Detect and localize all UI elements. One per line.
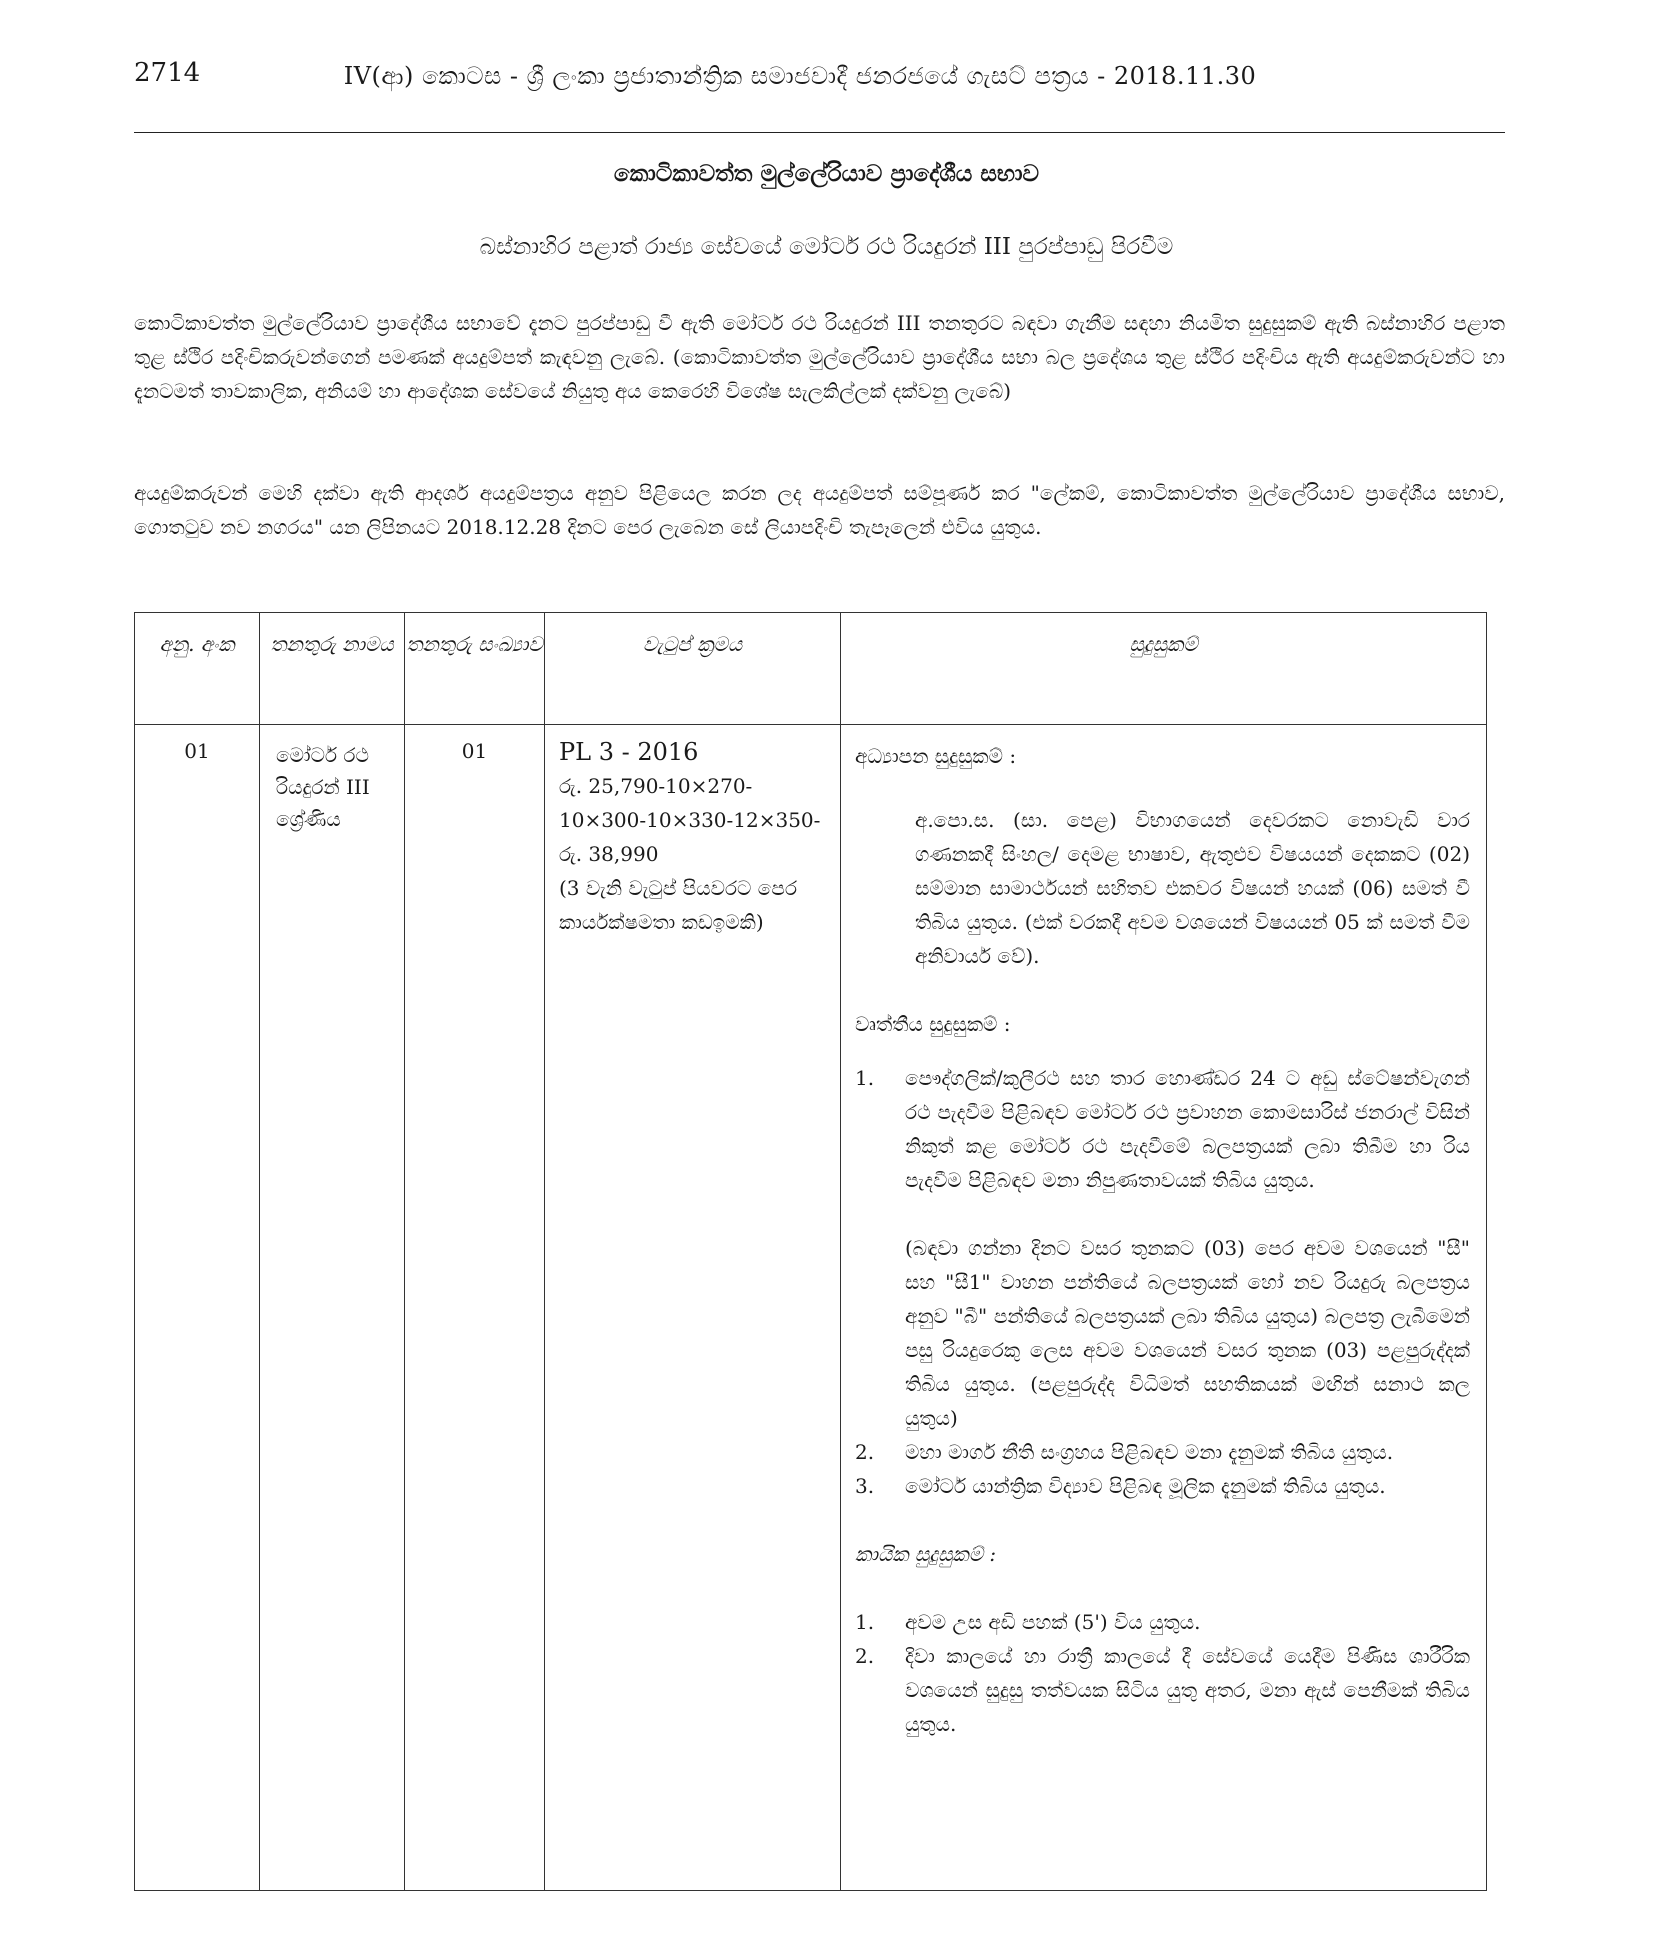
professional-note: (බඳවා ගන්නා දිනට වසර තුනකට (03) පෙර අවම වශයෙන් "සී" සහ "සී1" වාහන පන්තියේ බලපත්‍රයක් හෝ නව රියදුරු බලපත්‍රය අනුව "බී" පන්තියේ බලපත්‍රයක් ලබා තිබිය යුතුය) බලපත්‍ර ලැබීමෙන් පසු රියදුරෙකු ලෙස අවම වශයෙන් වසර තුනක (03) පළපුරුද්දක් තිබිය යුතුය. (පළපුරුද්ද විධිමත් සහතිකයක් මඟින් සනාථ කල යුතුය) (905, 1236, 1470, 1430)
header-qualifications: සුදුසුකම් (841, 613, 1487, 725)
notice-subtitle: බස්නාහිර පළාත් රාජ්‍ය සේවයේ මෝටර් රථ රියදුරන් III පුරප්පාඩු පිරවීම (479, 234, 1174, 260)
cell-post-count: 01 (405, 725, 545, 1891)
header-salary-scale: වැටුප් ක්‍රමය (545, 613, 841, 725)
header-post-name: තනතුරු නාමය (260, 613, 405, 725)
header-divider (134, 132, 1505, 133)
cell-post-name: මෝටර් රථ රියදුරන් III ශ්‍රේණිය (260, 725, 405, 1891)
professional-list (855, 1061, 1470, 1503)
header-post-count: තනතුරු සංඛ්‍යාව (405, 613, 545, 725)
notice-title: කොටිකාවත්ත මුල්ලේරියාව ප්‍රාදේශීය සභාව (613, 160, 1040, 187)
physical-heading: කායික සුදුසුකම් : (855, 1542, 997, 1566)
salary-code: PL 3 - 2016 (559, 738, 699, 766)
header-serial: අනු. අංක (135, 613, 260, 725)
vacancy-table (134, 612, 1487, 1891)
list-item: 3. මෝටර් යාන්ත්‍රික විද්‍යාව පිළිබඳ මූලික දැනුමක් තිබිය යුතුය. (855, 1474, 1386, 1498)
education-text: අ.පො.ස. (සා. පෙළ) විභාගයෙන් දෙවරකට නොවැඩි වාර ගණනකදී සිංහල/ දෙමළ භාෂාව, ඇතුළුව විෂයයන් දෙකකට (02) සම්මාන සාමාර්ථයන් සහිතව එකවර විෂයන් හයක් (06) සමත් වී තිබිය යුතුය. (එක් වරකදී අවම වශයෙන් විෂයයන් 05 ක් සමත් වීම අනිවාර්ය වේ). (915, 808, 1470, 968)
education-heading: අධ්‍යාපන සුදුසුකම් : (855, 744, 1017, 768)
notice-paragraph-1: කොටිකාවත්ත මුල්ලේරියාව ප්‍රාදේශීය සභාවේ දැනට පුරප්පාඩු වී ඇති මෝටර් රථ රියදුරන් III තනතුරට බඳවා ගැනීම සඳහා නියමිත සුදුසුකම් ඇති බස්නාහිර පළාත තුළ ස්ථිර පදිංචිකරුවන්ගෙන් පමණක් අයදුම්පත් කැඳවනු ලැබේ. (කොටිකාවත්ත මුල්ලේරියාව ප්‍රාදේශීය සභා බල ප්‍රදේශය තුළ ස්ථිර පදිංචිය ඇති අයදුම්කරුවන්ට හා දැනටමත් තාවකාලික, අනියම් හා ආදේශක සේවයේ නියුතු අය කෙරෙහි විශේෂ සැලකිල්ලක් දක්වනු ලැබේ) (134, 311, 1505, 403)
table-row (135, 725, 1487, 1891)
cell-qualifications (841, 725, 1487, 1891)
salary-detail: රු. 25,790-10×270-10×300-10×330-12×350-රු. 38,990 (559, 774, 821, 866)
list-item: 2. මහා මාර්ග නීති සංග්‍රහය පිළිබඳව මනා දැනුමක් තිබිය යුතුය. (855, 1440, 1394, 1464)
cell-serial: 01 (135, 725, 260, 1891)
notice-paragraph-2: අයදුම්කරුවන් මෙහි දක්වා ඇති ආදර්ශ අයදුම්පත්‍රය අනුව පිළියෙල කරන ලද අයදුම්පත් සම්පූර්ණ කර "ලේකම්, කොටිකාවත්ත මුල්ලේරියාව ප්‍රාදේශීය සභාව, ගොතටුව නව නගරය" යන ලිපිනයට 2018.12.28 දිනට පෙර ලැබෙන සේ ලියාපදිංචි තැපෑලෙන් එවිය යුතුය. (134, 481, 1505, 539)
list-item: 1. අවම උස අඩි පහක් (5') විය යුතුය. (855, 1610, 1201, 1634)
gazette-header: IV(ආ) කොටස - ශ්‍රී ලංකා ප්‍රජාතාන්ත්‍රික සමාජවාදී ජනරජයේ ගැසට් පත්‍රය - 2018.11.30 (343, 62, 1257, 90)
page-number: 2714 (134, 58, 201, 88)
cell-salary-scale (545, 725, 841, 1891)
physical-list (855, 1605, 1470, 1741)
list-item: 2. දිවා කාලයේ හා රාත්‍රී කාලයේ දී සේවයේ යෙදීම පිණිස ශාරීරික වශයෙන් සුදුසු තත්වයක සිටිය යුතු අතර, මනා ඇස් පෙනීමක් තිබිය යුතුය. (855, 1644, 1470, 1736)
professional-heading: වෘත්තීය සුදුසුකම් : (855, 1012, 1011, 1036)
salary-note: (3 වැනි වැටුප් පියවරට පෙර කාර්යක්ෂමතා කඩඉමකි) (559, 876, 798, 934)
table-header-row (135, 613, 1487, 725)
list-item: 1. පෞද්ගලික්/කුලීරථ සහ තාර හොණ්ඩර 24 ට අඩු ස්ටේෂන්වැගන් රථ පැදවීම පිළිබඳව මෝටර් රථ ප්‍රවාහන කොමසාරිස් ජනරාල් විසින් නිකුත් කළ මෝටර් රථ පැදවීමේ බලපත්‍රයක් ලබා තිබීම හා රිය පැදවීම පිළිබඳව මනා නිපුණතාවයක් තිබිය යුතුය. (බඳවා ගන්නා දිනට වසර තුනකට (03) පෙර අවම වශයෙන් "සී" සහ "සී1" වාහන පන්තියේ බලපත්‍රයක් හෝ නව රියදුරු බලපත්‍රය අනුව "බී" පන්තියේ බලපත්‍රයක් ලබා තිබිය යුතුය) බලපත්‍ර ලැබීමෙන් පසු රියදුරෙකු ලෙස අවම වශයෙන් වසර තුනක (03) පළපුරුද්දක් තිබිය යුතුය. (පළපුරුද්ද විධිමත් සහතිකයක් මඟින් සනාථ කල යුතුය) (855, 1061, 1470, 1435)
